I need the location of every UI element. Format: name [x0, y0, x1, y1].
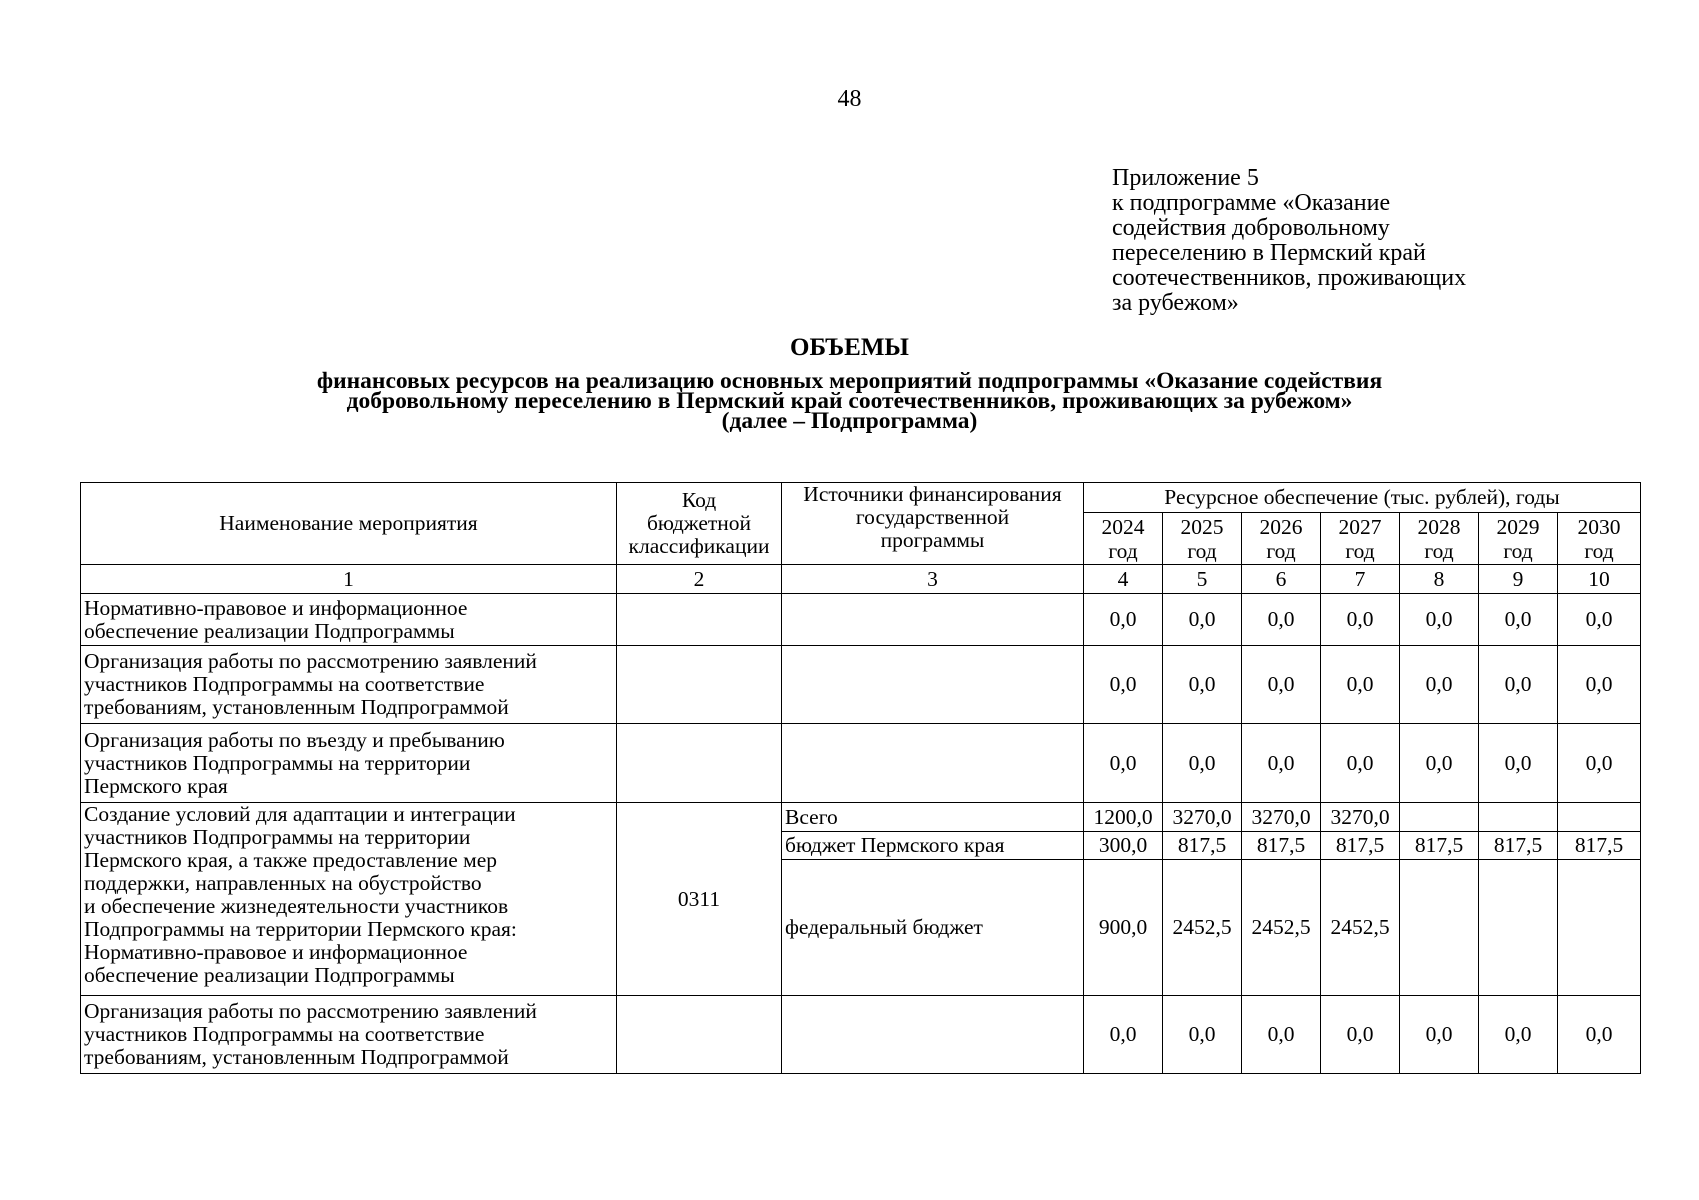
row-name: Организация работы по въезду и пребыванию участников Подпрограммы на территории Пермского края [81, 724, 617, 803]
row-code [617, 996, 782, 1074]
col-number: 4 [1084, 565, 1163, 594]
row-value: 900,0 [1084, 860, 1163, 996]
row-value: 0,0 [1084, 724, 1163, 803]
row-value: 0,0 [1163, 724, 1242, 803]
header-year-2028: 2028 год [1400, 513, 1479, 565]
row-value: 0,0 [1242, 594, 1321, 646]
header-code-line: Код [681, 488, 717, 512]
header-source-line: Источники финансирования [803, 482, 1062, 506]
table-row [81, 803, 1641, 832]
row-value: 3270,0 [1321, 803, 1400, 832]
page-number: 48 [837, 86, 862, 112]
header-code-line: бюджетной [646, 511, 752, 535]
row-value: 0,0 [1321, 724, 1400, 803]
appendix-line: содействия добровольному [1112, 215, 1390, 241]
table-row [81, 594, 1641, 646]
header-year-2027: 2027 год [1321, 513, 1400, 565]
header-code [617, 483, 782, 565]
row-value: 0,0 [1084, 996, 1163, 1074]
row-source [782, 594, 1084, 646]
row-value: 817,5 [1558, 832, 1641, 860]
column-number-row [81, 565, 1641, 594]
header-row [81, 483, 1641, 513]
row-value [1558, 803, 1641, 832]
header-year-2026: 2026 год [1242, 513, 1321, 565]
row-value: 0,0 [1242, 724, 1321, 803]
row-code [617, 594, 782, 646]
row-value: 0,0 [1084, 646, 1163, 724]
row-value: 0,0 [1558, 646, 1641, 724]
col-number: 3 [782, 565, 1084, 594]
source-regional-budget: бюджет Пермского края [782, 832, 1084, 860]
row-value: 1200,0 [1084, 803, 1163, 832]
row-source [782, 646, 1084, 724]
document-subtitle [0, 368, 1699, 434]
header-resources: Ресурсное обеспечение (тыс. рублей), годы [1084, 483, 1641, 513]
row-value: 817,5 [1479, 832, 1558, 860]
row-name: Организация работы по рассмотрению заявлений участников Подпрограммы на соответствие требованиям, установленным Подпрограммой [81, 996, 617, 1074]
appendix-line: соотечественников, проживающих [1112, 265, 1467, 291]
row-value: 0,0 [1400, 724, 1479, 803]
col-number: 9 [1479, 565, 1558, 594]
subtitle-line: финансовых ресурсов на реализацию основных мероприятий подпрограммы «Оказание содействия [316, 368, 1383, 394]
row-value: 300,0 [1084, 832, 1163, 860]
row-value: 0,0 [1479, 594, 1558, 646]
row-value: 817,5 [1242, 832, 1321, 860]
row-value [1400, 860, 1479, 996]
header-source-line: программы [880, 528, 985, 552]
header-year-2025: 2025 год [1163, 513, 1242, 565]
row-value: 2452,5 [1163, 860, 1242, 996]
group-code: 0311 [617, 803, 782, 996]
document-title: ОБЪЕМЫ [790, 334, 909, 361]
appendix-line: за рубежом» [1112, 290, 1239, 316]
row-value [1558, 860, 1641, 996]
appendix-line: Приложение 5 [1112, 165, 1259, 191]
row-value: 0,0 [1242, 646, 1321, 724]
row-value: 2452,5 [1242, 860, 1321, 996]
header-year-2029: 2029 год [1479, 513, 1558, 565]
row-value [1400, 803, 1479, 832]
row-value: 0,0 [1558, 724, 1641, 803]
row-name: Организация работы по рассмотрению заявлений участников Подпрограммы на соответствие требованиям, установленным Подпрограммой [81, 646, 617, 724]
row-value: 2452,5 [1321, 860, 1400, 996]
row-value: 817,5 [1400, 832, 1479, 860]
col-number: 10 [1558, 565, 1641, 594]
row-value [1479, 803, 1558, 832]
col-number: 7 [1321, 565, 1400, 594]
row-source [782, 996, 1084, 1074]
appendix-note [1112, 166, 1466, 316]
header-source [782, 483, 1084, 565]
row-name: Нормативно-правовое и информационное обеспечение реализации Подпрограммы [81, 594, 617, 646]
row-source [782, 724, 1084, 803]
col-number: 8 [1400, 565, 1479, 594]
row-value: 0,0 [1321, 646, 1400, 724]
row-value: 0,0 [1321, 594, 1400, 646]
col-number: 5 [1163, 565, 1242, 594]
row-value: 0,0 [1479, 996, 1558, 1074]
row-value: 3270,0 [1242, 803, 1321, 832]
source-total: Всего [782, 803, 1084, 832]
row-value: 0,0 [1163, 594, 1242, 646]
row-value: 817,5 [1163, 832, 1242, 860]
header-source-line: государственной [855, 505, 1010, 529]
row-value: 0,0 [1400, 646, 1479, 724]
row-value: 0,0 [1558, 996, 1641, 1074]
row-value: 0,0 [1321, 996, 1400, 1074]
row-value: 0,0 [1163, 646, 1242, 724]
appendix-line: к подпрограмме «Оказание [1112, 190, 1391, 216]
group-name: Создание условий для адаптации и интеграции участников Подпрограммы на территории Пермского края, а также предоставление мер поддержки, направленных на обустройство и обеспечение жизнедеятельности участников Подпрограммы на территории Пермского края: Нормативно-правовое и информационное обеспечение реализации Подпрограммы [81, 803, 617, 996]
source-federal-budget: федеральный бюджет [782, 860, 1084, 996]
row-value: 0,0 [1163, 996, 1242, 1074]
table-row [81, 724, 1641, 803]
subtitle-line: (далее – Подпрограмма) [721, 408, 978, 434]
col-number: 6 [1242, 565, 1321, 594]
row-value: 0,0 [1084, 594, 1163, 646]
col-number: 1 [81, 565, 617, 594]
row-value: 0,0 [1400, 594, 1479, 646]
header-year-2024: 2024 год [1084, 513, 1163, 565]
row-value: 0,0 [1242, 996, 1321, 1074]
table-row [81, 646, 1641, 724]
row-value: 0,0 [1400, 996, 1479, 1074]
row-value: 0,0 [1479, 724, 1558, 803]
row-code [617, 724, 782, 803]
row-value: 0,0 [1558, 594, 1641, 646]
col-number: 2 [617, 565, 782, 594]
subtitle-line: добровольному переселению в Пермский край соотечественников, проживающих за рубежом» [346, 388, 1353, 414]
appendix-line: переселению в Пермский край [1112, 240, 1426, 266]
table-row [81, 996, 1641, 1074]
row-value: 3270,0 [1163, 803, 1242, 832]
row-value: 817,5 [1321, 832, 1400, 860]
row-value [1479, 860, 1558, 996]
financing-table [80, 482, 1641, 1074]
row-code [617, 646, 782, 724]
row-value: 0,0 [1479, 646, 1558, 724]
header-year-2030: 2030 год [1558, 513, 1641, 565]
header-name: Наименование мероприятия [81, 483, 617, 565]
header-code-line: классификации [628, 534, 770, 558]
